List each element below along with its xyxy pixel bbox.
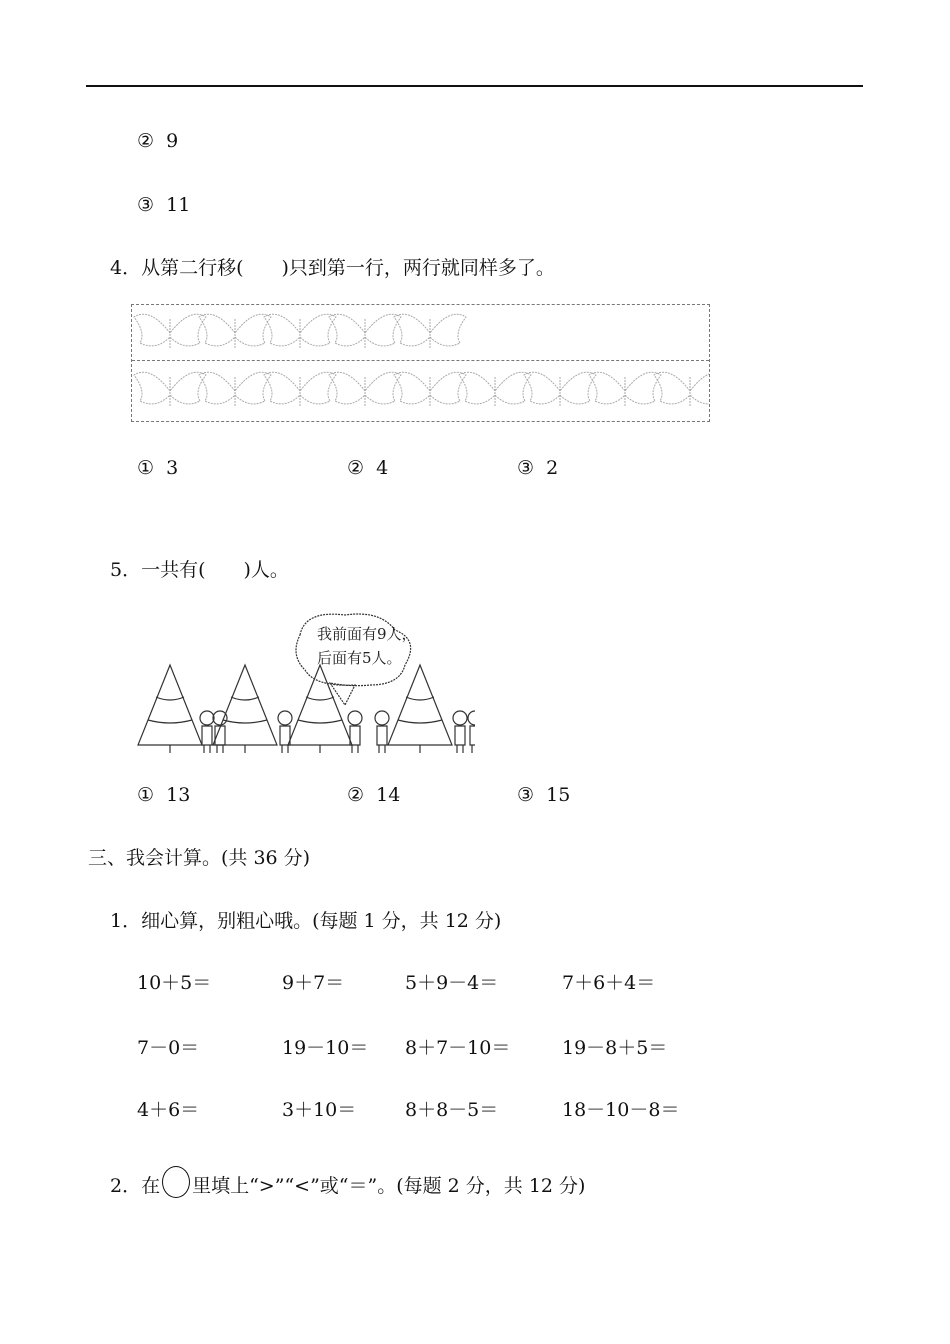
- calc: 10＋5＝: [137, 972, 212, 994]
- child-icon: [213, 711, 227, 725]
- calc: 4＋6＝: [137, 1099, 200, 1121]
- circle-icon: [162, 1166, 190, 1198]
- child-body: [350, 726, 360, 753]
- butterfly-icon: [394, 372, 466, 407]
- butterfly-icon: [264, 372, 336, 407]
- butterfly-box: [131, 304, 710, 422]
- butterfly-icon: [524, 372, 596, 407]
- butterfly-rows: [132, 305, 709, 421]
- child-icon: [375, 711, 389, 725]
- child-body: [377, 726, 387, 753]
- butterfly-icon: [329, 314, 401, 349]
- calc: 3＋10＝: [282, 1099, 357, 1121]
- child-body: [280, 726, 290, 753]
- butterfly-icon: [589, 372, 661, 407]
- speech-line-2: 后面有5人。: [317, 649, 402, 667]
- butterfly-icon: [394, 314, 466, 349]
- child-body: [215, 726, 225, 753]
- tree-icon: [138, 665, 202, 753]
- butterfly-icon: [199, 372, 271, 407]
- trees-children-illustration: [130, 605, 475, 765]
- tree-icon: [213, 665, 277, 753]
- child-icon: [468, 711, 475, 725]
- calc: 8＋8－5＝: [405, 1099, 499, 1121]
- calc: 9＋7＝: [282, 972, 345, 994]
- q5-text: 5．一共有( )人。: [110, 559, 289, 581]
- child-body: [455, 726, 465, 753]
- tree-icon: [388, 665, 452, 753]
- tree-icon: [288, 665, 352, 753]
- calc: 8＋7－10＝: [405, 1037, 511, 1059]
- q4-text: 4．从第二行移( )只到第一行，两行就同样多了。: [110, 257, 555, 279]
- q4-option-3: ③ 2: [517, 457, 559, 479]
- calc: 5＋9－4＝: [405, 972, 499, 994]
- butterfly-icon: [264, 314, 336, 349]
- child-icon: [348, 711, 362, 725]
- row-divider: [132, 360, 709, 361]
- calc: 19－8＋5＝: [562, 1037, 668, 1059]
- butterfly-icon: [199, 314, 271, 349]
- q4-option-2: ② 4: [347, 457, 389, 479]
- child-body: [470, 726, 475, 753]
- section3-title: 三、我会计算。(共 36 分): [88, 847, 311, 869]
- calc: 18－10－8＝: [562, 1099, 680, 1121]
- butterfly-icon: [134, 372, 206, 407]
- butterfly-icon: [134, 314, 206, 349]
- q3-option-3: ③ 11: [137, 194, 191, 216]
- q5-option-2: ② 14: [347, 784, 401, 806]
- q5-option-1: ① 13: [137, 784, 191, 806]
- header-rule: [86, 85, 863, 87]
- calc: 19－10＝: [282, 1037, 369, 1059]
- q3-option-2: ② 9: [137, 130, 179, 152]
- child-icon: [278, 711, 292, 725]
- calc: 7＋6＋4＝: [562, 972, 656, 994]
- calc: 7－0＝: [137, 1037, 200, 1059]
- child-body: [202, 726, 212, 753]
- butterfly-icon: [654, 372, 709, 407]
- child-icon: [453, 711, 467, 725]
- q5-option-3: ③ 15: [517, 784, 571, 806]
- sub1-title: 1．细心算，别粗心哦。(每题 1 分，共 12 分): [110, 910, 502, 932]
- speech-line-1: 我前面有9人，: [317, 625, 417, 643]
- butterfly-icon: [459, 372, 531, 407]
- butterfly-icon: [329, 372, 401, 407]
- illustration-svg: [130, 605, 475, 760]
- sub2-title: 2．在 里填上“>”“<”或“＝”。(每题 2 分，共 12 分): [110, 1166, 585, 1198]
- q4-option-1: ① 3: [137, 457, 179, 479]
- child-icon: [200, 711, 214, 725]
